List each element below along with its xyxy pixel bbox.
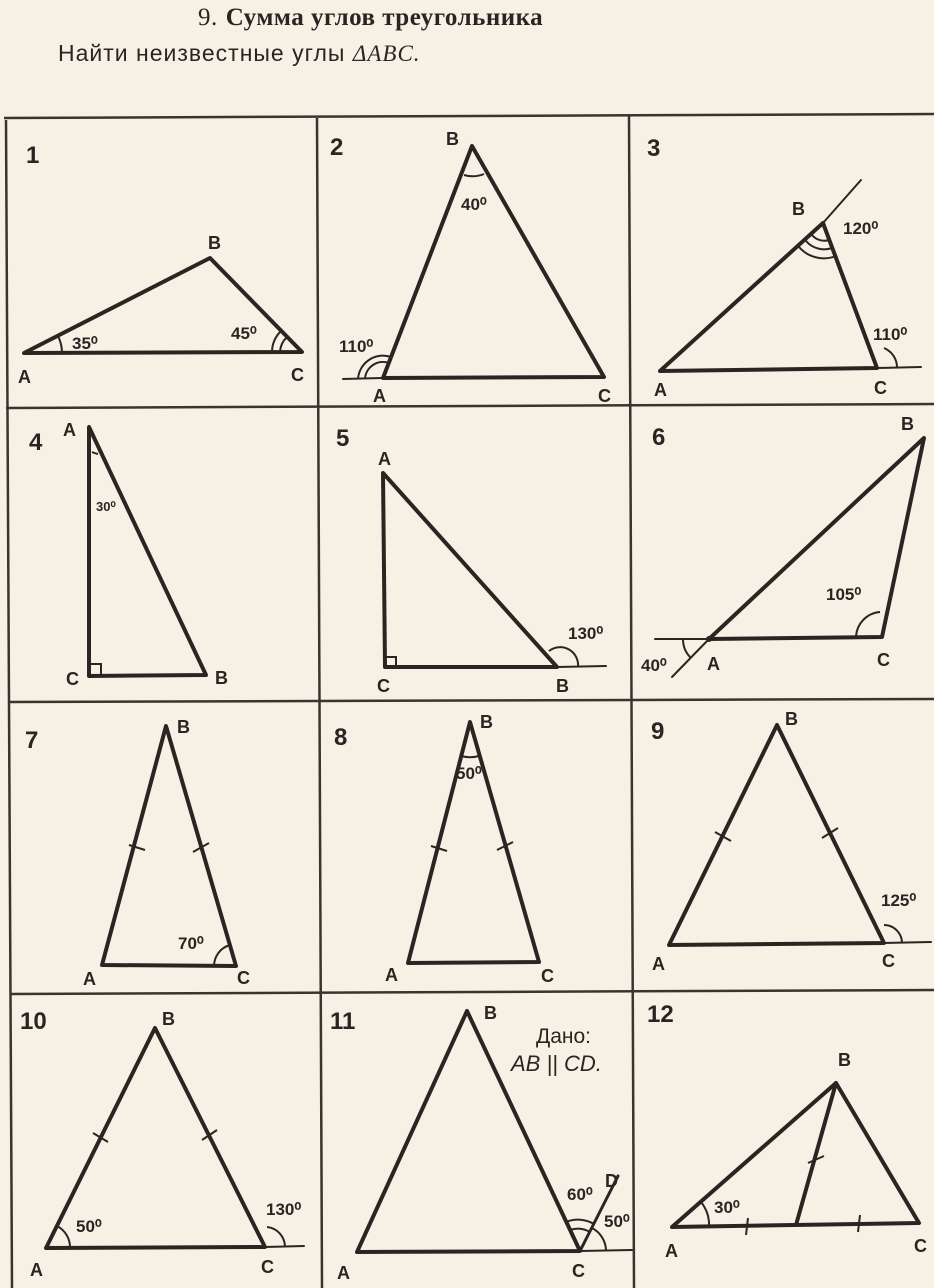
angle-value: 125⁰: [881, 891, 917, 910]
grid-border: [6, 120, 12, 1288]
vertex-label: A: [654, 380, 667, 400]
grid-border: [8, 699, 934, 702]
vertex-label: B: [792, 199, 805, 219]
angle-arc: [214, 945, 230, 966]
vertex-label: C: [541, 966, 554, 986]
vertex-label: A: [665, 1241, 678, 1261]
angle-value: 45⁰: [231, 324, 257, 343]
grid-border: [6, 404, 934, 408]
triangle-3: [660, 223, 877, 371]
vertex-label: C: [66, 669, 79, 689]
problem-number: 7: [25, 727, 39, 754]
section-title: Сумма углов треугольника: [225, 4, 544, 31]
problem-number: 12: [647, 1001, 674, 1028]
problem-number: 3: [647, 135, 661, 162]
grid-border: [10, 990, 934, 994]
task-text: Найти неизвестные углы: [58, 40, 353, 66]
triangle-7: [102, 726, 236, 966]
angle-value: 30⁰: [714, 1198, 740, 1217]
vertex-label: B: [901, 414, 914, 434]
triangle-4: [89, 427, 206, 676]
vertex-label: C: [882, 951, 895, 971]
vertex-label: C: [877, 650, 890, 670]
angle-value: 50⁰: [604, 1212, 630, 1231]
vertex-label: C: [291, 365, 304, 385]
vertex-label: A: [378, 449, 391, 469]
angle-arc: [92, 452, 98, 454]
vertex-label: B: [215, 668, 228, 688]
angle-arc: [566, 1220, 594, 1224]
vertex-label: A: [707, 654, 720, 674]
angle-arc: [267, 1227, 285, 1247]
angle-value: 40⁰: [461, 195, 487, 214]
vertex-label: C: [572, 1261, 585, 1281]
grid-border: [629, 116, 634, 1288]
vertex-dot: [706, 636, 712, 642]
vertex-label: C: [598, 386, 611, 406]
problem-number: 4: [29, 429, 43, 456]
problem-number: 11: [330, 1008, 356, 1035]
vertex-label: A: [83, 969, 96, 989]
vertex-label: A: [63, 420, 76, 440]
angle-arc: [856, 612, 880, 637]
given-condition: AB || CD.: [511, 1051, 602, 1076]
triangle-12: [672, 1083, 919, 1227]
vertex-label: B: [785, 709, 798, 729]
equal-tick: [858, 1215, 860, 1232]
angle-arc: [592, 1228, 606, 1251]
angle-value: 120⁰: [843, 219, 879, 238]
angle-arc: [884, 925, 902, 943]
triangle-5: [383, 473, 557, 667]
base-extension: [557, 666, 606, 667]
vertex-label: B: [177, 717, 190, 737]
angle-value: 130⁰: [266, 1200, 302, 1219]
vertex-label: C: [237, 968, 250, 988]
angle-value: 110⁰: [873, 325, 908, 344]
problem-number: 2: [330, 134, 344, 161]
vertex-label: A: [385, 965, 398, 985]
angle-arc: [280, 337, 287, 352]
vertex-label: B: [446, 129, 459, 149]
angle-value: 35⁰: [72, 334, 98, 353]
angle-value: 130⁰: [568, 624, 604, 643]
angle-arc: [461, 756, 479, 757]
equal-tick: [746, 1218, 748, 1235]
vertex-label: C: [914, 1236, 927, 1256]
angle-value: 50⁰: [76, 1217, 102, 1236]
vertex-label: C: [261, 1257, 274, 1277]
side-extension: [823, 180, 861, 223]
vertex-label: C: [874, 378, 887, 398]
grid-border: [317, 118, 322, 1288]
angle-value: 105⁰: [826, 585, 862, 604]
section-number: 9.: [198, 4, 218, 31]
triangle-9: [669, 725, 884, 945]
angle-arc: [57, 1226, 70, 1248]
triangle-8: [408, 722, 539, 963]
triangle-6: [709, 438, 924, 639]
angle-arc: [58, 336, 62, 353]
angle-value: 50⁰: [456, 764, 482, 783]
base-extension: [884, 942, 931, 943]
angle-value: 70⁰: [178, 934, 204, 953]
vertex-label: A: [30, 1260, 43, 1280]
angle-value: 60⁰: [567, 1185, 593, 1204]
problem-number: 6: [652, 424, 666, 451]
vertex-label: B: [162, 1009, 175, 1029]
vertex-label: B: [556, 676, 569, 696]
vertex-label: B: [208, 233, 221, 253]
vertex-label: C: [377, 676, 390, 696]
angle-arc: [464, 174, 484, 176]
task-triangle: ΔABC.: [352, 41, 421, 66]
median-segment: [796, 1083, 836, 1225]
angle-value: 40⁰: [641, 656, 667, 675]
problem-number: 9: [651, 718, 665, 745]
angle-arc: [884, 348, 897, 368]
triangle-10: [46, 1028, 265, 1248]
given-label: Дано:: [536, 1025, 592, 1048]
triangle-1: [24, 258, 302, 353]
vertex-label: A: [652, 954, 665, 974]
vertex-label: A: [373, 386, 386, 406]
vertex-label: A: [337, 1263, 350, 1283]
angle-value: 110⁰: [339, 337, 374, 356]
triangle-2: [383, 146, 604, 378]
angle-value: 30⁰: [96, 499, 116, 514]
vertex-label: B: [838, 1050, 851, 1070]
base-extension: [877, 367, 921, 368]
vertex-label: B: [480, 712, 493, 732]
problem-number: 8: [334, 724, 348, 751]
angle-arc: [701, 1202, 709, 1227]
vertex-label: D: [605, 1171, 618, 1191]
problem-number: 5: [336, 425, 350, 452]
vertex-label: B: [484, 1003, 497, 1023]
base-extension: [343, 378, 383, 379]
problem-number: 1: [26, 142, 40, 169]
problem-number: 10: [20, 1008, 47, 1035]
vertex-label: A: [18, 367, 31, 387]
angle-arc: [683, 639, 691, 658]
grid-border: [4, 114, 934, 118]
